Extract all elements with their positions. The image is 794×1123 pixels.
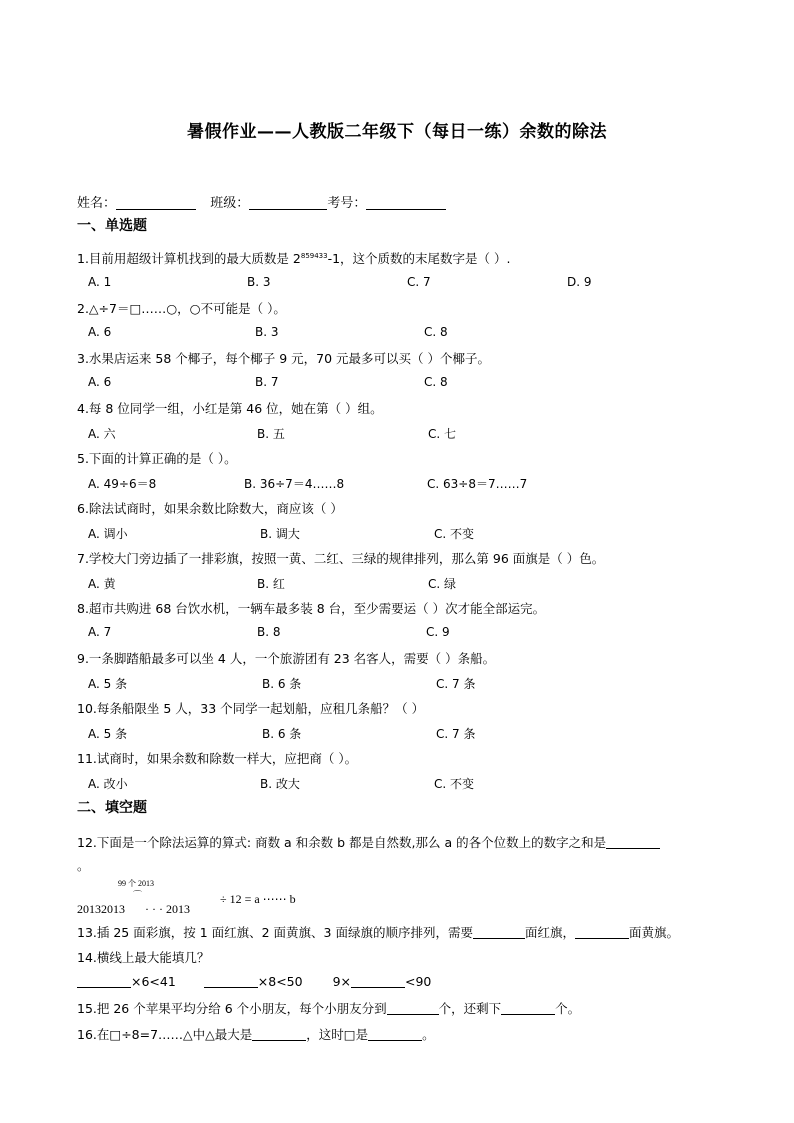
- option-c[interactable]: C. 7: [407, 275, 431, 289]
- question-14-blanks: [77, 974, 431, 989]
- option-c[interactable]: C. 7 条: [436, 727, 476, 741]
- option-b[interactable]: B. 红: [257, 577, 285, 591]
- option-c[interactable]: C. 8: [424, 325, 448, 339]
- option-c[interactable]: C. 七: [428, 427, 457, 441]
- option-b[interactable]: B. 3: [255, 325, 279, 339]
- option-a[interactable]: A. 6: [88, 325, 112, 339]
- question-5-options: [88, 475, 788, 491]
- question-2-options: [88, 325, 788, 341]
- apples-left-blank[interactable]: [501, 1002, 555, 1015]
- option-c[interactable]: C. 9: [426, 625, 450, 639]
- question-12: [77, 833, 660, 851]
- option-b[interactable]: B. 6 条: [262, 677, 302, 691]
- yellow-flags-blank[interactable]: [575, 926, 629, 939]
- option-c[interactable]: C. 不变: [434, 777, 475, 791]
- blank-14-1-text: ×6<41: [131, 974, 176, 989]
- question-3: 3.水果店运来 58 个椰子，每个椰子 9 元，70 元最多可以买（ ）个椰子。: [77, 351, 491, 366]
- question-4: 4.每 8 位同学一组，小红是第 46 位，她在第（ ）组。: [77, 401, 383, 416]
- expression-brace: ⌒: [133, 890, 143, 900]
- question-16-mid: ，这时□是: [306, 1027, 369, 1042]
- option-c[interactable]: C. 8: [424, 375, 448, 389]
- option-a[interactable]: A. 黄: [88, 577, 116, 591]
- blank-14-1[interactable]: [77, 975, 131, 988]
- blank-14-2-text: ×8<50: [257, 974, 303, 989]
- question-16: [77, 1025, 435, 1043]
- option-b[interactable]: B. 36÷7＝4……8: [244, 477, 345, 491]
- question-12-text: 12.下面是一个除法运算的算式: 商数 a 和余数 b 都是自然数,那么 a 的各个位数上的数字之和是: [77, 835, 607, 850]
- question-7: 7.学校大门旁边插了一排彩旗，按照一黄、二红、三绿的规律排列，那么第 96 面旗是（ ）色。: [77, 551, 605, 566]
- option-a[interactable]: A. 7: [88, 625, 112, 639]
- option-a[interactable]: A. 49÷6＝8: [88, 477, 157, 491]
- option-a[interactable]: A. 调小: [88, 527, 128, 541]
- question-15: [77, 999, 580, 1017]
- question-15-text: 15.把 26 个苹果平均分给 6 个小朋友，每个小朋友分到: [77, 1001, 387, 1016]
- question-6-options: [88, 525, 788, 541]
- option-c[interactable]: C. 7 条: [436, 677, 476, 691]
- question-15-mid: 个，还剩下: [438, 1001, 502, 1016]
- exam-number-blank[interactable]: [366, 195, 446, 210]
- exam-number-label: 考号：: [327, 196, 367, 211]
- question-12-expression: [77, 878, 477, 918]
- option-b[interactable]: B. 8: [257, 625, 281, 639]
- student-info-line: [77, 192, 446, 211]
- question-10: 10.每条船限坐 5 人，33 个同学一起划船，应租几条船？（ ）: [77, 701, 425, 716]
- question-12-blank[interactable]: [606, 836, 660, 849]
- question-13-text: 13.插 25 面彩旗，按 1 面红旗、2 面黄旗、3 面绿旗的顺序排列，需要: [77, 925, 473, 940]
- question-1: [77, 249, 511, 267]
- expression-dots: · · · 2013: [145, 902, 190, 916]
- option-c[interactable]: C. 不变: [434, 527, 475, 541]
- question-16-text: 16.在□÷8=7……△中△最大是: [77, 1027, 253, 1042]
- question-2: 2.△÷7＝□……○，○不可能是（ ）。: [77, 301, 286, 316]
- option-a[interactable]: A. 5 条: [88, 677, 128, 691]
- blank-14-3-text: <90: [405, 974, 432, 989]
- blank-14-2[interactable]: [204, 975, 258, 988]
- option-b[interactable]: B. 7: [255, 375, 279, 389]
- class-blank[interactable]: [249, 195, 327, 210]
- question-11-options: [88, 775, 788, 791]
- question-13-end: 面黄旗。: [629, 925, 680, 940]
- question-6: 6.除法试商时，如果余数比除数大，商应该（ ）: [77, 501, 343, 516]
- expression-overbrace-label: 99 个 2013: [118, 879, 154, 888]
- question-12-end: 。: [77, 858, 90, 873]
- question-1-options: [88, 275, 788, 291]
- question-15-end: 个。: [555, 1001, 581, 1016]
- blank-14-3-prefix: 9×: [332, 974, 351, 989]
- question-9-options: [88, 675, 788, 691]
- option-d[interactable]: D. 9: [567, 275, 592, 289]
- question-1-exponent: 859433: [300, 252, 328, 260]
- class-label: 班级：: [210, 196, 250, 211]
- option-a[interactable]: A. 改小: [88, 777, 128, 791]
- question-8: 8.超市共购进 68 台饮水机，一辆车最多装 8 台，至少需要运（ ）次才能全部运完。: [77, 601, 546, 616]
- question-9: 9.一条脚踏船最多可以坐 4 人，一个旅游团有 23 名客人，需要（ ）条船。: [77, 651, 496, 666]
- name-label: 姓名：: [77, 196, 117, 211]
- question-13-mid: 面红旗，: [525, 925, 576, 940]
- question-7-options: [88, 575, 788, 591]
- question-4-options: [88, 425, 788, 441]
- option-a[interactable]: A. 5 条: [88, 727, 128, 741]
- option-b[interactable]: B. 改大: [260, 777, 300, 791]
- apples-each-blank[interactable]: [387, 1002, 439, 1015]
- expression-division: ÷ 12 = a ⋯⋯ b: [220, 892, 296, 906]
- question-1-text-end: -1，这个质数的末尾数字是（ ）.: [327, 251, 511, 266]
- option-b[interactable]: B. 调大: [260, 527, 300, 541]
- question-1-text: 1.目前用超级计算机找到的最大质数是 2: [77, 251, 301, 266]
- option-b[interactable]: B. 3: [247, 275, 271, 289]
- expression-digits: 20132013: [77, 902, 125, 916]
- question-16-end: 。: [422, 1027, 435, 1042]
- max-remainder-blank[interactable]: [252, 1028, 306, 1041]
- option-a[interactable]: A. 六: [88, 427, 116, 441]
- blank-14-3[interactable]: [351, 975, 405, 988]
- option-b[interactable]: B. 6 条: [262, 727, 302, 741]
- red-flags-blank[interactable]: [473, 926, 525, 939]
- section-single-choice: 一、单选题: [77, 218, 147, 234]
- worksheet-title: 暑假作业——人教版二年级下（每日一练）余数的除法: [187, 122, 607, 142]
- option-c[interactable]: C. 绿: [428, 577, 457, 591]
- question-14: 14.横线上最大能填几？: [77, 950, 210, 965]
- option-b[interactable]: B. 五: [257, 427, 285, 441]
- question-11: 11.试商时，如果余数和除数一样大，应把商（ ）。: [77, 751, 358, 766]
- question-10-options: [88, 725, 788, 741]
- name-blank[interactable]: [116, 195, 196, 210]
- option-a[interactable]: A. 1: [88, 275, 112, 289]
- option-c[interactable]: C. 63÷8＝7……7: [427, 477, 528, 491]
- section-fill-blank: 二、填空题: [77, 800, 147, 816]
- question-5: 5.下面的计算正确的是（ ）。: [77, 451, 237, 466]
- question-13: [77, 923, 679, 941]
- dividend-blank[interactable]: [368, 1028, 422, 1041]
- question-3-options: [88, 375, 788, 391]
- question-8-options: [88, 625, 788, 641]
- option-a[interactable]: A. 6: [88, 375, 112, 389]
